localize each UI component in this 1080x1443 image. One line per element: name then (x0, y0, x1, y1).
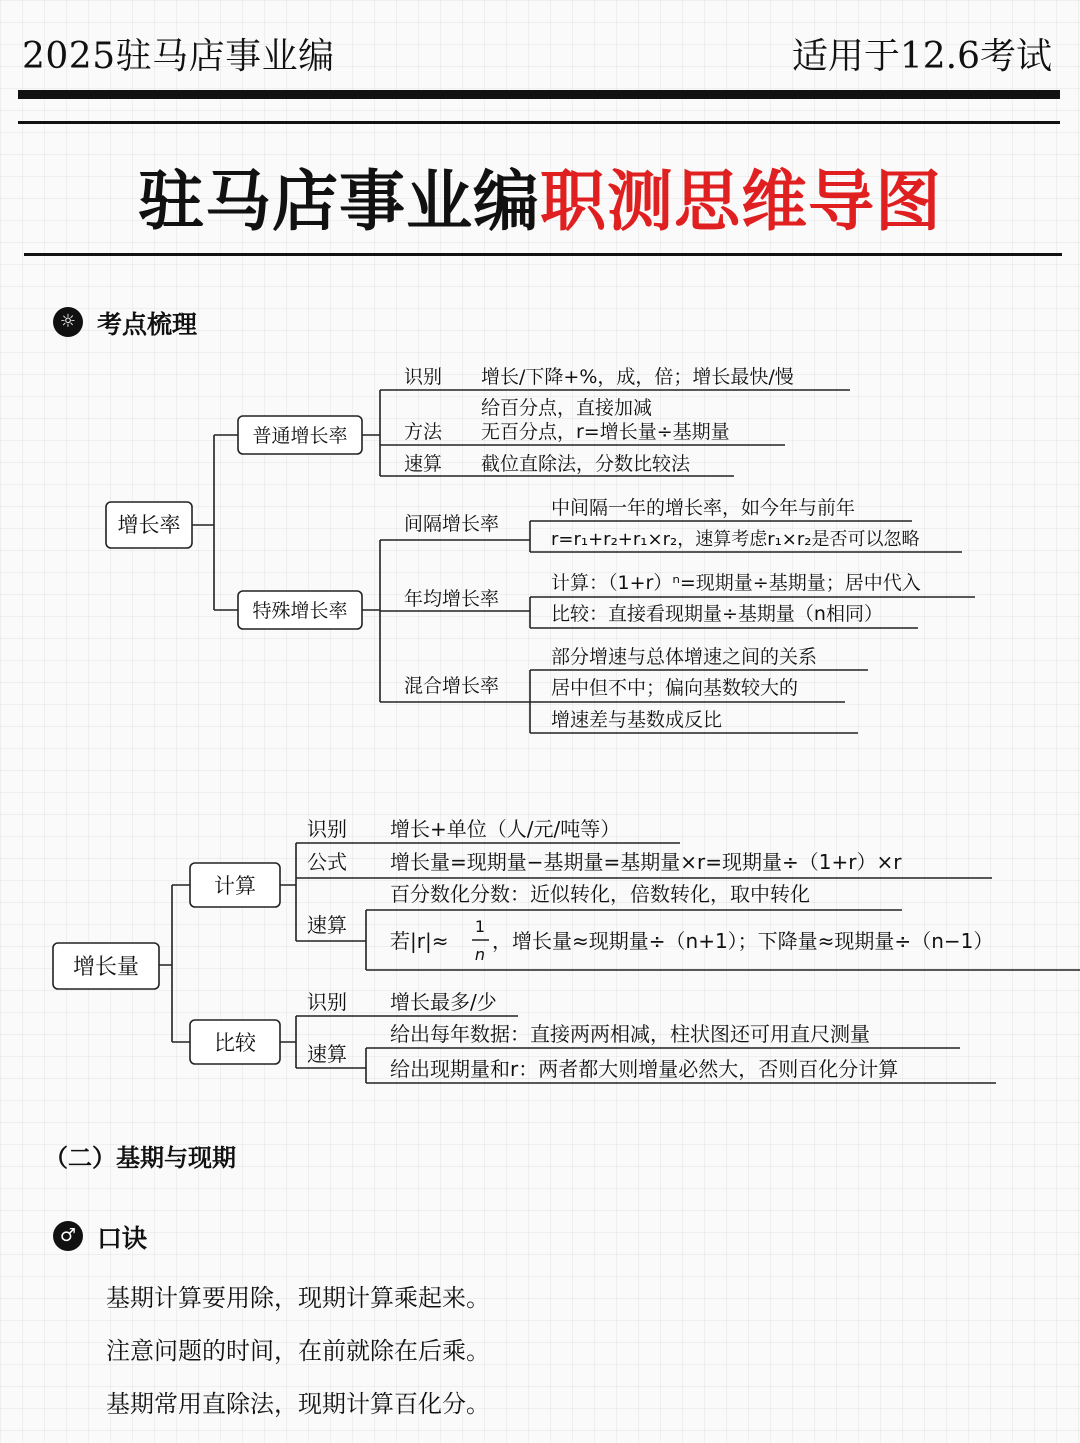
calc-gongshi-key: 公式 (307, 850, 347, 874)
map1-root-bracket (192, 435, 238, 610)
title-black: 驻马店事业编 (138, 162, 540, 240)
section-jiqi-heading: （二）基期与现期 (44, 1144, 236, 1172)
mixed-line2: 居中但不中；偏向基数较大的 (551, 677, 799, 699)
section-koujue-label: 口诀 (97, 1224, 148, 1253)
node-root-growth-amount-label: 增长量 (72, 955, 140, 980)
mixed-line1: 部分增速与总体增速之间的关系 (551, 646, 818, 668)
compare-susuan-line1: 给出每年数据：直接两两相减，柱状图还可用直尺测量 (390, 1022, 870, 1046)
header-right-text: 适用于12.6考试 (791, 36, 1052, 77)
calc-susuan-frac-den: n (474, 945, 486, 964)
calc-susuan-frac-num: 1 (474, 917, 486, 936)
node-root-growth-rate-label: 增长率 (117, 513, 181, 537)
interval-line2: r=r₁+r₂+r₁×r₂，速算考虑r₁×r₂是否可以忽略 (551, 529, 920, 550)
interval-label: 间隔增长率 (404, 513, 500, 535)
compare-susuan-key: 速算 (307, 1042, 347, 1066)
rhyme-line-2: 注意问题的时间，在前就除在后乘。 (106, 1337, 490, 1365)
annual-line1: 计算：（1+r）ⁿ=现期量÷基期量；居中代入 (551, 572, 921, 594)
mixed-label: 混合增长率 (404, 675, 500, 697)
node-calc-label: 计算 (214, 874, 256, 898)
normal-susuan-key: 速算 (404, 453, 443, 475)
compare-shibie-text: 增长最多/少 (390, 990, 497, 1014)
compare-shibie-key: 识别 (307, 990, 347, 1014)
calc-susuan-key: 速算 (307, 913, 347, 937)
calc-susuan-line2a: 若|r|≈ (390, 929, 449, 953)
interval-line1: 中间隔一年的增长率，如今年与前年 (551, 497, 856, 519)
calc-susuan-line2b: ，增长量≈现期量÷（n+1）；下降量≈现期量÷（n−1） (492, 929, 994, 953)
title-red: 职测思维导图 (540, 162, 942, 240)
sun-icon: ☼ (53, 307, 83, 337)
ink-bottle-icon: ♂ (53, 1221, 83, 1251)
section-kaodian-label: 考点梳理 (97, 310, 198, 339)
node-special-growth-label: 特殊增长率 (252, 600, 348, 622)
normal-fangfa-line2: 无百分点，r=增长量÷基期量 (481, 421, 730, 443)
node-compare-label: 比较 (214, 1031, 256, 1055)
normal-bracket (362, 390, 380, 476)
node-normal-growth-label: 普通增长率 (252, 425, 348, 447)
normal-shibie-key: 识别 (404, 366, 443, 388)
calc-shibie-text: 增长+单位（人/元/吨等） (390, 817, 621, 841)
normal-susuan-text: 截位直除法，分数比较法 (481, 453, 691, 475)
normal-fangfa-key: 方法 (404, 421, 443, 443)
map2-root-bracket (159, 885, 190, 1042)
calc-susuan-line1: 百分数化分数：近似转化，倍数转化，取中转化 (390, 882, 810, 906)
annual-label: 年均增长率 (404, 588, 500, 610)
calc-gongshi-text: 增长量=现期量−基期量=基期量×r=现期量÷（1+r）×r (390, 850, 902, 874)
annual-line2: 比较：直接看现期量÷基期量（n相同） (551, 603, 883, 625)
normal-shibie-text: 增长/下降+%，成，倍；增长最快/慢 (481, 366, 794, 388)
rhyme-line-1: 基期计算要用除，现期计算乘起来。 (106, 1284, 490, 1312)
header-left-text: 2025驻马店事业编 (22, 36, 335, 77)
compare-susuan-line2: 给出现期量和r：两者都大则增量必然大，否则百化分计算 (390, 1057, 899, 1081)
rhyme-line-3: 基期常用直除法，现期计算百化分。 (106, 1390, 490, 1418)
normal-fangfa-line1: 给百分点，直接加减 (481, 397, 653, 419)
mixed-line3: 增速差与基数成反比 (551, 709, 723, 731)
calc-shibie-key: 识别 (307, 817, 347, 841)
